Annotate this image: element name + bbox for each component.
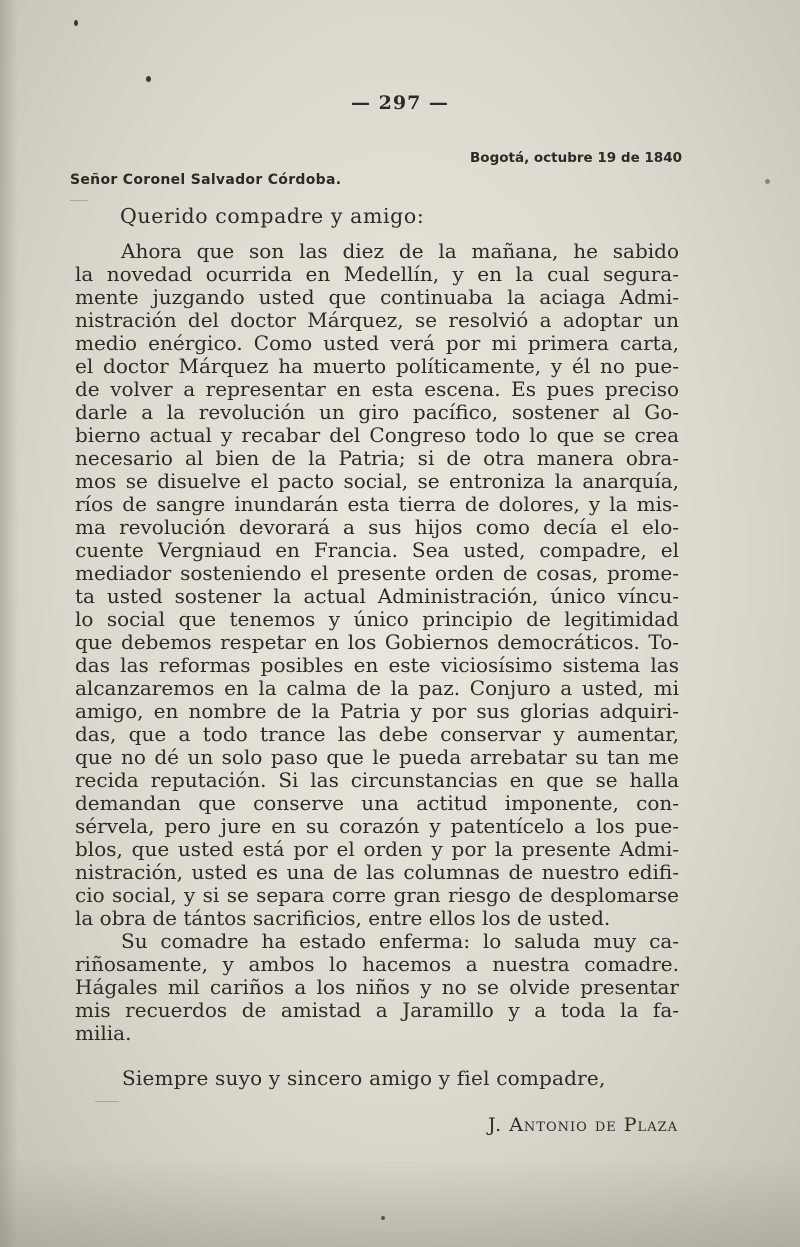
body-line: medio enérgico. Como usted verá por mi primera carta, — [75, 331, 679, 355]
body-line: cuente Vergniaud en Francia. Sea usted, compadre, el — [75, 538, 679, 562]
body-line: la novedad ocurrida en Medellín, y en la cual segura- — [75, 262, 679, 286]
body-line: cio social, y si se separa corre gran riesgo de desplomarse — [75, 883, 679, 907]
body-line: alcanzaremos en la calma de la paz. Conjuro a usted, mi — [75, 676, 679, 700]
letter-salutation: Querido compadre y amigo: — [120, 204, 425, 228]
paper-mark — [95, 1101, 119, 1102]
body-line: ma revolución devorará a sus hijos como decía el elo- — [75, 515, 679, 539]
body-line: sérvela, pero jure en su corazón y patentícelo a los pue- — [75, 814, 679, 838]
body-line: lo social que tenemos y único principio de legitimidad — [75, 607, 679, 631]
letter-body — [75, 240, 679, 1045]
body-line: das las reformas posibles en este viciosísimo sistema las — [75, 653, 679, 677]
letter-date: Bogotá, octubre 19 de 1840 — [470, 150, 682, 166]
ink-speck — [381, 1216, 385, 1220]
page-number: — 297 — — [351, 92, 449, 114]
body-line: nistración del doctor Márquez, se resolvió a adoptar un — [75, 308, 679, 332]
ink-speck — [74, 20, 78, 26]
body-line: blos, que usted está por el orden y por la presente Admi- — [75, 837, 679, 861]
body-line: necesario al bien de la Patria; si de otra manera obra- — [75, 446, 679, 470]
body-line: demandan que conserve una actitud imponente, con- — [75, 791, 679, 815]
body-line: das, que a todo trance las debe conservar y aumentar, — [75, 722, 679, 746]
body-line: mediador sosteniendo el presente orden de cosas, prome- — [75, 561, 679, 585]
body-line: que debemos respetar en los Gobiernos democráticos. To- — [75, 630, 679, 654]
body-line: recida reputación. Si las circunstancias en que se halla — [75, 768, 679, 792]
body-line: milia. — [75, 1021, 132, 1045]
body-line: de volver a representar en esta escena. Es pues preciso — [75, 377, 679, 401]
body-line: la obra de tántos sacrificios, entre ellos los de usted. — [75, 906, 611, 930]
body-line: ta usted sostener la actual Administración, único víncu- — [75, 584, 679, 608]
body-line: riñosamente, y ambos lo hacemos a nuestra comadre. — [75, 952, 679, 976]
letter-closing: Siempre suyo y sincero amigo y fiel compadre, — [122, 1066, 606, 1090]
body-line: bierno actual y recabar del Congreso todo lo que se crea — [75, 423, 679, 447]
paper-mark — [70, 200, 88, 201]
body-line: mos se disuelve el pacto social, se entroniza la anarquía, — [75, 469, 679, 493]
letter-signature: J. Antonio de Plaza — [487, 1114, 678, 1136]
body-line: mis recuerdos de amistad a Jaramillo y a toda la fa- — [75, 998, 679, 1022]
body-line: mente juzgando usted que continuaba la aciaga Admi- — [75, 285, 679, 309]
body-line: Ahora que son las diez de la mañana, he sabido — [121, 239, 679, 263]
body-line: amigo, en nombre de la Patria y por sus glorias adquiri- — [75, 699, 679, 723]
letter-addressee: Señor Coronel Salvador Córdoba. — [70, 172, 342, 188]
ink-speck — [765, 179, 770, 184]
body-line: que no dé un solo paso que le pueda arrebatar su tan me — [75, 745, 679, 769]
body-line: ríos de sangre inundarán esta tierra de dolores, y la mis- — [75, 492, 679, 516]
body-line: nistración, usted es una de las columnas de nuestro edifi- — [75, 860, 679, 884]
body-line: darle a la revolución un giro pacífico, sostener al Go- — [75, 400, 679, 424]
ink-speck — [146, 76, 151, 82]
body-line: Hágales mil cariños a los niños y no se olvide presentar — [75, 975, 679, 999]
body-line: Su comadre ha estado enferma: lo saluda muy ca- — [121, 929, 679, 953]
body-line: el doctor Márquez ha muerto políticamente, y él no pue- — [75, 354, 679, 378]
